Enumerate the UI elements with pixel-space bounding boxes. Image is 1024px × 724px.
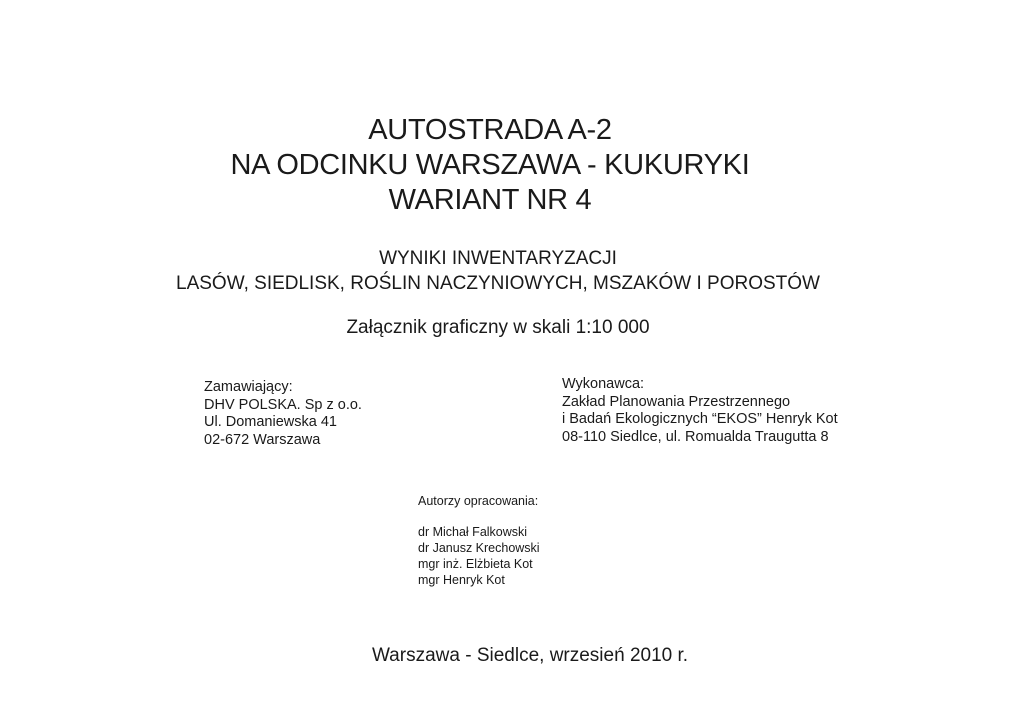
authors-spacer bbox=[418, 509, 540, 524]
contractor-block bbox=[562, 376, 838, 446]
author-name: dr Janusz Krechowski bbox=[418, 541, 540, 555]
title-line-1: AUTOSTRADA A-2 bbox=[368, 114, 612, 146]
author-name: mgr inż. Elżbieta Kot bbox=[418, 557, 533, 571]
title-line-3: WARIANT NR 4 bbox=[388, 184, 592, 216]
annex-note: Załącznik graficzny w skali 1:10 000 bbox=[346, 317, 650, 338]
ordering-party-city: 02-672 Warszawa bbox=[204, 431, 321, 448]
place-and-date: Warszawa - Siedlce, wrzesień 2010 r. bbox=[371, 645, 689, 666]
ordering-party-street: Ul. Domaniewska 41 bbox=[204, 414, 337, 430]
contractor-line-3: 08-110 Siedlce, ul. Romualda Traugutta 8 bbox=[562, 428, 829, 445]
ordering-party-label: Zamawiający: bbox=[204, 379, 293, 395]
document-title bbox=[0, 113, 980, 218]
document-subtitle bbox=[0, 246, 996, 296]
contractor-line-1: Zakład Planowania Przestrzennego bbox=[562, 393, 791, 410]
subtitle-line-2: LASÓW, SIEDLISK, ROŚLIN NACZYNIOWYCH, MSZAKÓW I POROSTÓW bbox=[176, 273, 820, 294]
subtitle-line-1: WYNIKI INWENTARYZACJI bbox=[379, 248, 617, 269]
ordering-party-name: DHV POLSKA. Sp z o.o. bbox=[204, 396, 362, 413]
ordering-party-block bbox=[204, 379, 362, 449]
author-name: mgr Henryk Kot bbox=[418, 573, 505, 587]
authors-block bbox=[418, 493, 540, 588]
author-name: dr Michał Falkowski bbox=[418, 525, 528, 539]
contractor-line-2: i Badań Ekologicznych “EKOS” Henryk Kot bbox=[562, 411, 838, 427]
contractor-label: Wykonawca: bbox=[562, 376, 645, 392]
authors-label: Autorzy opracowania: bbox=[418, 494, 539, 508]
title-line-2: NA ODCINKU WARSZAWA - KUKURYKI bbox=[230, 149, 750, 181]
